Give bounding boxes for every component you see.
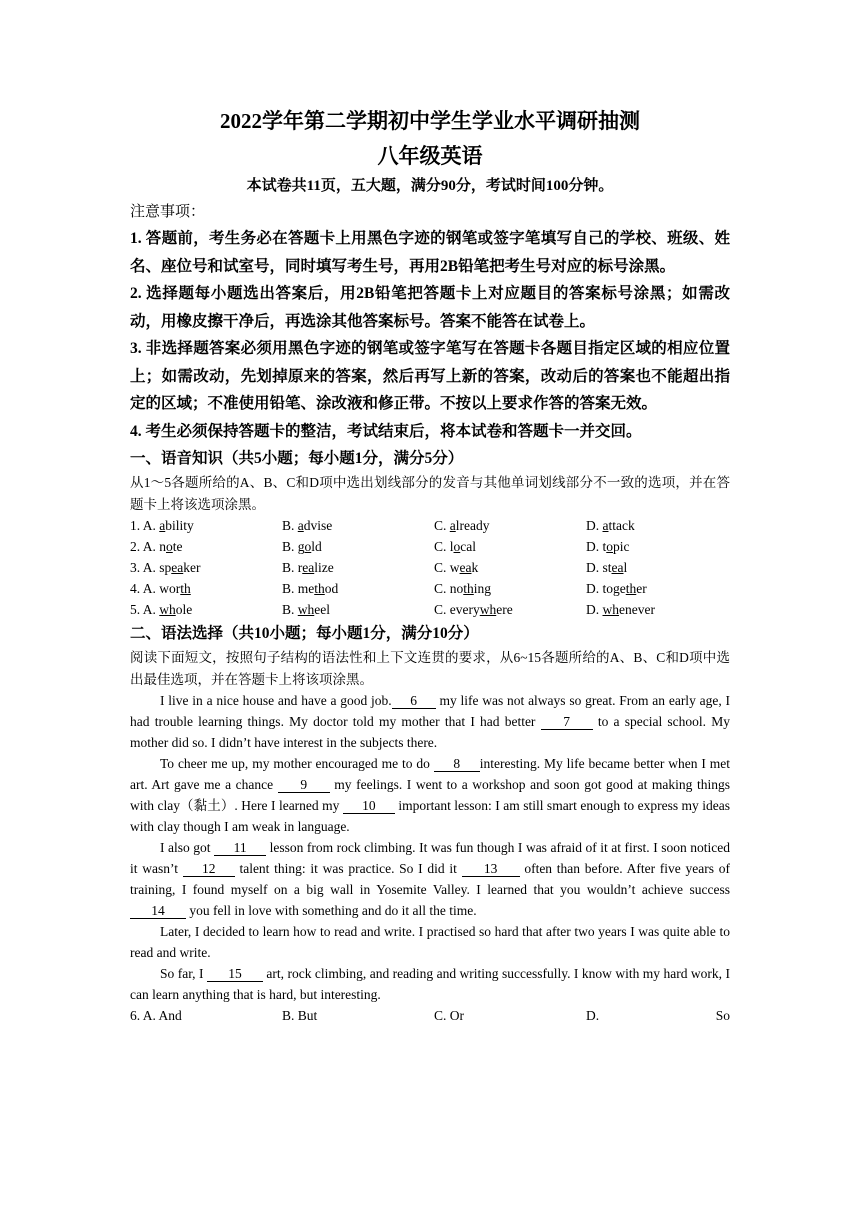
underlined-letters: a — [449, 518, 456, 533]
underlined-letters: a — [159, 518, 166, 533]
cloze-passage — [130, 690, 730, 1005]
option-b: B. But — [282, 1008, 318, 1023]
section2-instruction: 阅读下面短文，按照句子结构的语法性和上下文连贯的要求，从6~15各题所给的A、B、C和D项中选出最佳选项，并在答题卡上将该项涂黑。 — [130, 650, 730, 687]
notes-heading: 注意事项： — [130, 204, 206, 220]
underlined-letters: ea — [302, 560, 315, 575]
underlined-letters: ea — [171, 560, 184, 575]
underlined-letters: o — [453, 539, 461, 554]
option-a: 2. A. note — [130, 539, 183, 554]
option-b: B. gold — [282, 539, 322, 554]
underlined-letters: th — [625, 581, 637, 596]
blank-6: 6 — [392, 693, 436, 709]
section2-heading: 二、语法选择（共10小题；每小题1分，满分10分） — [130, 625, 479, 642]
question-6-options — [130, 1005, 730, 1026]
passage-paragraph: So far, I 15 art, rock climbing, and reading and writing successfully. I know with my hard work, I can learn anything that is hard, but interesting. — [130, 966, 730, 1002]
passage-paragraph: To cheer me up, my mother encouraged me to do 8 interesting. My life became better when I met art. Art gave me a chance 9 my feelings. I went to a workshop and soon got good at making things with clay（黏土）. Here I learned my 10 important lesson: I am still smart enough to express my ideas with clay though I am weak in language. — [130, 756, 731, 834]
option-b: B. realize — [282, 560, 334, 575]
blank-12: 12 — [183, 861, 235, 877]
underlined-letters: ea — [611, 560, 624, 575]
option-b: B. method — [282, 581, 339, 596]
underlined-letters: wh — [159, 602, 176, 617]
phonetics-questions — [130, 515, 730, 620]
underlined-letters: ea — [459, 560, 472, 575]
option-c: C. nothing — [434, 581, 492, 596]
exam-info: 本试卷共11页，五大题，满分90分，考试时间100分钟。 — [246, 178, 614, 194]
option-d: D. attack — [586, 518, 635, 533]
phonetics-question-row — [130, 536, 730, 557]
underlined-letters: wh — [479, 602, 497, 617]
exam-page — [130, 103, 730, 1026]
exam-title: 2022学年第二学期初中学生学业水平调研抽测 — [220, 109, 640, 133]
underlined-letters: o — [166, 539, 173, 554]
underlined-letters: o — [606, 539, 613, 554]
phonetics-question-row — [130, 557, 730, 578]
blank-8: 8 — [434, 756, 480, 772]
option-b: B. advise — [282, 518, 333, 533]
underlined-letters: wh — [297, 602, 315, 617]
blank-15: 15 — [207, 966, 263, 982]
option-d — [586, 1005, 730, 1026]
blank-11: 11 — [214, 840, 266, 856]
option-a: 4. A. worth — [130, 581, 191, 596]
underlined-letters: th — [180, 581, 191, 596]
blank-7: 7 — [541, 714, 593, 730]
note-item: 3. 非选择题答案必须用黑色字迹的钢笔或签字笔写在答题卡各题目指定区域的相应位置上；如需改动，先划掉原来的答案，然后再写上新的答案，改动后的答案也不能超出指定的区域；不准使用铅笔、涂改液和修正带。不按以上要求作答的答案无效。 — [130, 340, 730, 412]
option-a: 6. A. And — [130, 1008, 182, 1023]
option-c: C. already — [434, 518, 490, 533]
note-item: 1. 答题前，考生务必在答题卡上用黑色字迹的钢笔或签字笔填写自己的学校、班级、姓名、座位号和试室号，同时填写考生号，再用2B铅笔把考生号对应的标号涂黑。 — [130, 230, 730, 275]
option-b: B. wheel — [282, 602, 331, 617]
underlined-letters: th — [314, 581, 325, 596]
underlined-letters: th — [463, 581, 474, 596]
option-a: 5. A. whole — [130, 602, 193, 617]
phonetics-question-row — [130, 599, 730, 620]
underlined-letters: wh — [602, 602, 619, 617]
option-a: 1. A. ability — [130, 518, 194, 533]
section1-heading: 一、语音知识（共5小题；每小题1分，满分5分） — [130, 450, 464, 467]
option-d: D. topic — [586, 539, 630, 554]
underlined-letters: a — [602, 518, 609, 533]
note-item: 2. 选择题每小题选出答案后，用2B铅笔把答题卡上对应题目的答案标号涂黑；如需改动，用橡皮擦干净后，再选涂其他答案标号。答案不能答在试卷上。 — [130, 285, 730, 330]
blank-10: 10 — [343, 798, 395, 814]
option-a: 3. A. speaker — [130, 560, 201, 575]
option-c: C. weak — [434, 560, 479, 575]
passage-paragraph: I also got 11 lesson from rock climbing. It was fun though I was afraid of it at first. I soon noticed it wasn’t 12 talent thing: it was practice. So I did it 13 often than before. After five years of training, I found myself on a big wall in Yosemite Valley. I learned that you wouldn’t achieve success 14 you fell in love with something and do it all the time. — [130, 840, 730, 918]
phonetics-question-row — [130, 578, 730, 599]
blank-14: 14 — [130, 903, 186, 919]
section1-instruction: 从1～5各题所给的A、B、C和D项中选出划线部分的发音与其他单词划线部分不一致的选项，并在答题卡上将该选项涂黑。 — [130, 475, 730, 512]
passage-paragraph: Later, I decided to learn how to read and write. I practised so hard that after two years I was quite able to read and write. — [130, 924, 730, 960]
note-item: 4. 考生必须保持答题卡的整洁，考试结束后，将本试卷和答题卡一并交回。 — [130, 422, 642, 440]
exam-subject: 八年级英语 — [377, 144, 483, 168]
passage-paragraph: I live in a nice house and have a good job. 6 my life was not always so great. From an early age, I had trouble learning things. My doctor told my mother that I had better 7 to a special school. My mother did so. I didn’t have interest in the subjects there. — [130, 693, 730, 750]
option-c: C. everywhere — [434, 602, 513, 617]
option-c: C. local — [434, 539, 477, 554]
phonetics-question-row — [130, 515, 730, 536]
underlined-letters: a — [297, 518, 304, 533]
underlined-letters: o — [304, 539, 312, 554]
option-d: D. steal — [586, 560, 628, 575]
blank-13: 13 — [462, 861, 520, 877]
option-d: D. together — [586, 581, 647, 596]
option-d: D. whenever — [586, 602, 655, 617]
option-d-word: So — [715, 1008, 730, 1023]
blank-9: 9 — [278, 777, 330, 793]
option-d-letter: D. — [586, 1008, 600, 1023]
option-c: C. Or — [434, 1008, 464, 1023]
